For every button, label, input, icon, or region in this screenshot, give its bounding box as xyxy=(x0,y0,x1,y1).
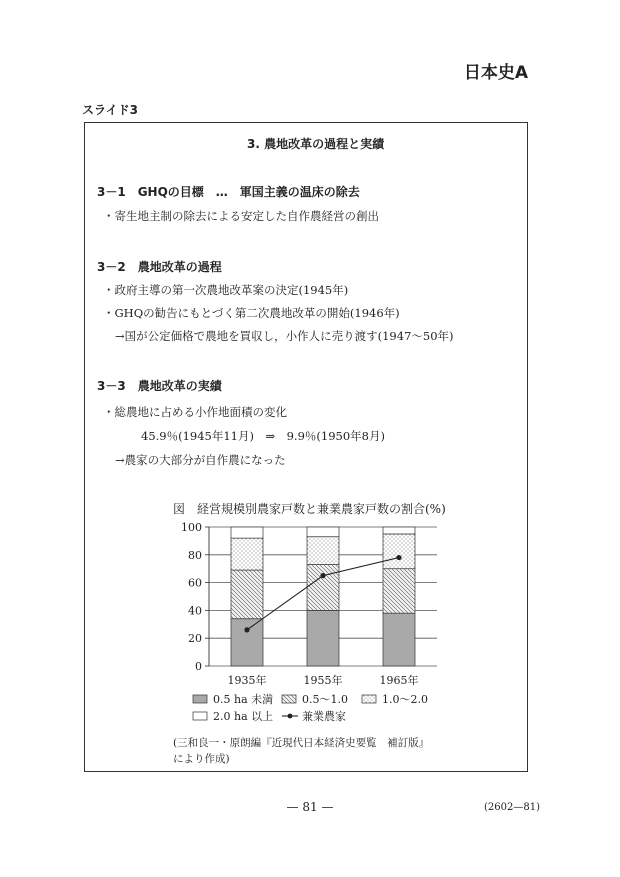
x-tick-label: 1955年 xyxy=(303,674,343,687)
chart-legend xyxy=(85,689,527,729)
x-tick-label: 1965年 xyxy=(379,674,419,687)
legend-label: 1.0～2.0 xyxy=(382,693,428,706)
y-tick-label: 40 xyxy=(188,604,202,618)
bar-segment xyxy=(231,527,263,538)
section-1-bullet: ・寄生地主制の除去による安定した自作農経営の創出 xyxy=(103,209,379,223)
y-tick-label: 80 xyxy=(188,548,202,562)
legend-marker xyxy=(288,714,293,719)
line-point xyxy=(396,555,401,560)
tenant-land-change: 45.9％(1945年11月) ⇒ 9.9％(1950年8月) xyxy=(141,429,385,443)
farm-chart xyxy=(85,518,527,693)
legend-label: 2.0 ha 以上 xyxy=(213,710,274,723)
bar-segment xyxy=(231,538,263,570)
section-3-bullet: ・総農地に占める小作地面積の変化 xyxy=(103,405,287,419)
legend-label: 0.5～1.0 xyxy=(302,693,348,706)
slide-title: 3. 農地改革の過程と実績 xyxy=(247,137,385,151)
figure-title: 図 経営規模別農家戸数と兼業農家戸数の割合(%) xyxy=(173,502,446,516)
line-point xyxy=(244,627,249,632)
legend-swatch xyxy=(282,695,296,703)
x-axis-labels xyxy=(228,673,419,687)
y-axis-ticks xyxy=(181,521,202,673)
section-3-arrow: →農家の大部分が自作農になった xyxy=(115,453,286,467)
page-number: — 81 — xyxy=(286,800,334,814)
bar-segment xyxy=(307,565,339,611)
legend-label: 兼業農家 xyxy=(302,710,346,723)
section-2-arrow: →国が公定価格で農地を買収し，小作人に売り渡す(1947～50年) xyxy=(115,329,454,343)
y-tick-label: 60 xyxy=(188,576,202,590)
bar-segment xyxy=(383,613,415,666)
bar-segment xyxy=(383,534,415,569)
subject-title: 日本史A xyxy=(463,63,528,83)
bar-segment xyxy=(307,537,339,565)
source-line-1: (三和良一・原朗編『近現代日本経済史要覧 補訂版』 xyxy=(173,737,430,749)
bar-segment xyxy=(231,570,263,619)
bar-segment xyxy=(383,569,415,613)
page-code: (2602—81) xyxy=(484,802,540,813)
slide-label: スライド3 xyxy=(82,103,138,117)
bar-segment xyxy=(231,619,263,666)
x-tick-label: 1935年 xyxy=(227,674,267,687)
bar-segment xyxy=(307,610,339,666)
bar-segment xyxy=(383,527,415,534)
chart-bars xyxy=(231,527,415,666)
legend-label: 0.5 ha 未満 xyxy=(213,693,274,706)
section-3-heading: 3－3 農地改革の実績 xyxy=(97,379,222,393)
section-2-heading: 3－2 農地改革の過程 xyxy=(97,260,222,274)
section-1-heading: 3－1 GHQの目標 … 軍国主義の温床の除去 xyxy=(97,185,360,199)
legend-swatch xyxy=(193,712,207,720)
legend-swatch xyxy=(362,695,376,703)
line-point xyxy=(320,573,325,578)
source-line-2: により作成) xyxy=(173,753,230,765)
section-2-bullet-2: ・GHQの勧告にもとづく第二次農地改革の開始(1946年) xyxy=(103,306,400,320)
slide-frame xyxy=(84,122,528,772)
section-2-bullet-1: ・政府主導の第一次農地改革案の決定(1945年) xyxy=(103,283,349,297)
y-tick-label: 0 xyxy=(195,660,202,673)
bar-segment xyxy=(307,527,339,537)
y-tick-label: 20 xyxy=(188,632,202,646)
y-tick-label: 100 xyxy=(181,521,202,534)
legend-swatch xyxy=(193,695,207,703)
